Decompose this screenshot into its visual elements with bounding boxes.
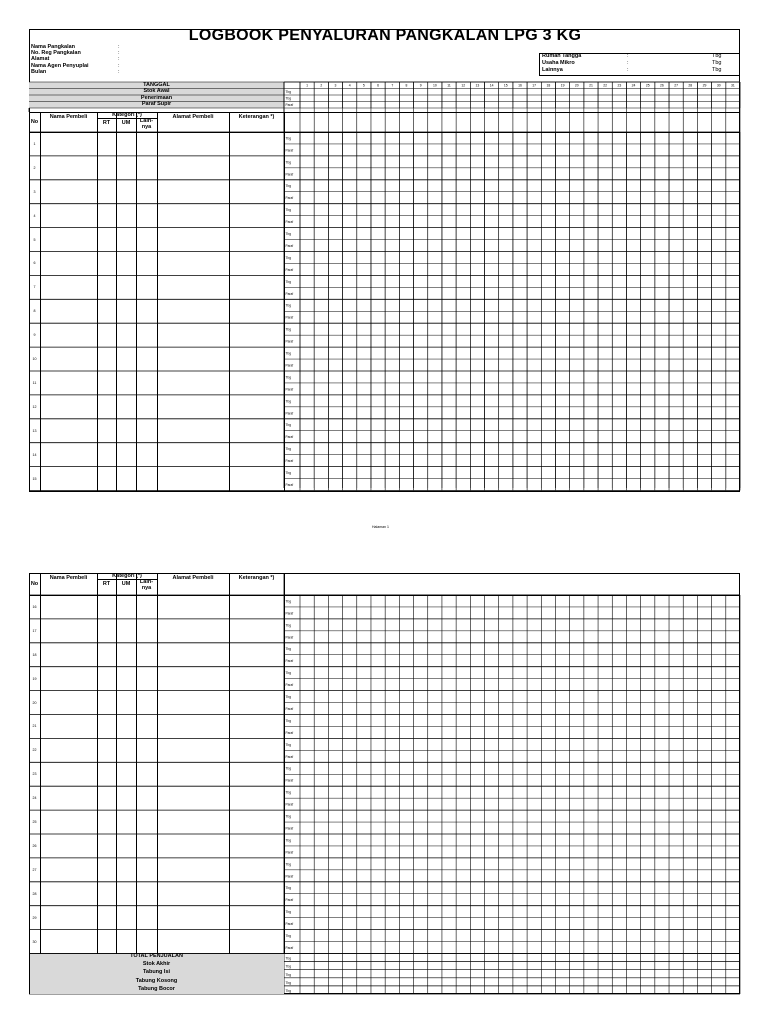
row-kind-label: Tbg — [285, 671, 291, 676]
row-kind-label: Paraf — [285, 291, 294, 296]
row-kind-label: Tbg — [285, 160, 291, 165]
top-row-kind-label: Paraf — [285, 103, 294, 107]
body-col-line — [284, 595, 285, 954]
row-kind-label: Tbg — [285, 375, 291, 380]
row-kind-label: Paraf — [285, 874, 294, 879]
header-lainnya: Lain-nya — [139, 579, 154, 591]
entry-number: 6 — [33, 261, 36, 266]
row-kind-label: Paraf — [285, 898, 294, 903]
header-no: No — [30, 581, 39, 587]
row-kind-label: Paraf — [285, 683, 294, 688]
entry-number: 30 — [32, 939, 37, 944]
row-kind-label: Paraf — [285, 706, 294, 711]
entry-number: 23 — [32, 772, 37, 777]
row-kind-label: Tbg — [285, 647, 291, 652]
row-kind-label: Paraf — [285, 243, 294, 248]
day-number: 8 — [405, 83, 408, 88]
entry-number: 15 — [32, 476, 37, 481]
info-label: Nama Pangkalan — [31, 44, 76, 50]
bottom-row-kind-label: Tbg — [285, 956, 291, 961]
row-kind-label: Paraf — [285, 850, 294, 855]
day-number: 4 — [348, 83, 351, 88]
header-kategori: Kategori (*) — [112, 572, 142, 579]
body-col-line — [157, 595, 158, 954]
row-kind-label: Paraf — [285, 754, 294, 759]
header-no: No — [30, 119, 39, 125]
row-kind-label: Tbg — [285, 838, 291, 843]
header-lainnya: Lain-nya — [139, 118, 154, 130]
day-number: 16 — [518, 83, 522, 88]
header-kategori: Kategori (*) — [112, 111, 142, 118]
entry-number: 16 — [32, 604, 37, 609]
info-label: Nama Agen Penyuplai — [31, 62, 89, 69]
entry-number: 7 — [33, 285, 36, 290]
entry-number: 4 — [33, 213, 36, 218]
entry-number: 26 — [32, 843, 37, 848]
entry-number: 12 — [32, 404, 37, 409]
row-kind-label: Tbg — [285, 718, 291, 723]
row-kind-label: Tbg — [285, 471, 291, 476]
body-col-line — [40, 595, 41, 954]
row-kind-label: Tbg — [285, 423, 291, 428]
header-rt: RT — [102, 581, 111, 587]
header-alamat: Alamat Pembeli — [172, 575, 214, 581]
bottom-row-kind-label: Tbg — [285, 964, 291, 969]
row-kind-label: Tbg — [285, 910, 291, 915]
day-number: 10 — [432, 83, 437, 88]
info-right-unit: Tbg — [712, 67, 722, 73]
info-label: No. Reg Pangkalan — [31, 50, 81, 57]
day-number: 28 — [688, 83, 693, 88]
info-right-unit: Tbg — [712, 53, 722, 59]
info-colon: : — [118, 62, 120, 69]
bottom-row-kind-label: Tbg — [285, 980, 291, 985]
day-number: 20 — [574, 83, 579, 88]
entry-number: 21 — [32, 724, 37, 729]
day-number: 14 — [489, 83, 494, 88]
day-number: 25 — [645, 83, 650, 88]
row-kind-label: Tbg — [285, 599, 291, 604]
row-kind-label: Tbg — [285, 623, 291, 628]
info-right-colon: : — [627, 60, 629, 66]
entry-number: 14 — [32, 452, 37, 457]
row-kind-label: Paraf — [285, 315, 294, 320]
info-right-colon: : — [627, 53, 629, 59]
row-kind-label: Paraf — [285, 459, 294, 464]
row-kind-label: Tbg — [285, 399, 291, 404]
row-kind-label: Paraf — [285, 148, 294, 153]
info-right-label: Usaha Mikro — [542, 60, 575, 66]
entry-number: 18 — [32, 652, 37, 657]
row-kind-label: Paraf — [285, 802, 294, 807]
info-right-label: Lainnya — [542, 67, 563, 73]
row-kind-label: Paraf — [285, 387, 294, 392]
row-kind-label: Paraf — [285, 435, 294, 440]
row-kind-label: Tbg — [285, 695, 291, 700]
day-number: 5 — [362, 83, 365, 88]
entry-number: 27 — [32, 867, 37, 872]
info-right-colon: : — [627, 67, 629, 73]
row-kind-label: Tbg — [285, 886, 291, 891]
header-rt: RT — [102, 120, 111, 126]
row-kind-label: Paraf — [285, 172, 294, 177]
summary-row-label: Stok Awal — [143, 88, 170, 94]
top-row-kind-label: Tbg — [285, 90, 291, 94]
row-kind-label: Paraf — [285, 196, 294, 201]
entry-number: 22 — [32, 748, 37, 753]
row-kind-label: Tbg — [285, 232, 291, 237]
row-kind-label: Tbg — [285, 934, 291, 939]
row-kind-label: Tbg — [285, 766, 291, 771]
row-kind-label: Paraf — [285, 659, 294, 664]
day-number: 13 — [475, 83, 480, 88]
day-number: 30 — [716, 83, 721, 88]
info-colon: : — [118, 68, 120, 75]
summary-row-label: Penerimaan — [140, 94, 173, 101]
row-kind-label: Paraf — [285, 363, 294, 368]
entry-number: 25 — [32, 820, 37, 825]
day-number: 29 — [702, 83, 707, 88]
entry-number: 17 — [32, 628, 37, 633]
header-keterangan: Keterangan *) — [238, 575, 275, 581]
body-col-line — [136, 595, 137, 954]
bottom-row-kind-label: Tbg — [285, 988, 291, 993]
info-colon: : — [118, 44, 120, 50]
info-right-label: Rumah Tangga — [542, 53, 582, 59]
day-number: 2 — [320, 83, 323, 88]
bottom-row-label: Tabung Isi — [142, 969, 171, 976]
row-kind-label: Paraf — [285, 411, 294, 416]
header-nama-pembeli: Nama Pembeli — [49, 575, 88, 581]
row-kind-label: Paraf — [285, 922, 294, 927]
day-number: 12 — [461, 83, 466, 88]
day-number: 19 — [560, 83, 565, 88]
entry-number: 29 — [32, 915, 37, 920]
row-kind-label: Tbg — [285, 351, 291, 356]
day-number: 6 — [377, 83, 380, 88]
row-kind-label: Paraf — [285, 826, 294, 831]
header-um: UM — [121, 581, 131, 587]
day-number: 18 — [546, 83, 551, 88]
entry-number: 10 — [32, 357, 37, 362]
row-kind-label: Paraf — [285, 730, 294, 735]
row-kind-label: Tbg — [285, 447, 291, 452]
row-kind-label: Tbg — [285, 862, 291, 867]
footer-page-label: Halaman 1 — [372, 525, 389, 529]
day-number: 22 — [603, 83, 608, 88]
header-alamat: Alamat Pembeli — [172, 114, 214, 120]
body-col-line — [229, 595, 230, 954]
info-label: Alamat — [31, 56, 50, 63]
day-number: 23 — [617, 83, 622, 88]
day-number: 15 — [503, 83, 508, 88]
day-number: 24 — [631, 83, 636, 88]
bottom-row-label: Tabung Kosong — [135, 977, 178, 984]
row-kind-label: Tbg — [285, 184, 291, 189]
bottom-row-label: TOTAL PENJUALAN — [130, 953, 183, 960]
row-kind-label: Tbg — [285, 208, 291, 213]
bottom-row-label: Tabung Bocor — [138, 985, 175, 992]
row-kind-label: Paraf — [285, 339, 294, 344]
entry-number: 9 — [33, 333, 36, 338]
row-kind-label: Tbg — [285, 327, 291, 332]
top-row-kind-label: Tbg — [285, 96, 291, 101]
row-kind-label: Tbg — [285, 136, 291, 141]
day-number: 26 — [660, 83, 664, 88]
info-label: Bulan — [31, 68, 47, 75]
body-col-line — [116, 595, 117, 954]
bottom-row-label: Stok Akhir — [142, 961, 171, 968]
day-number: 7 — [391, 83, 394, 88]
day-number: 9 — [419, 83, 422, 88]
row-kind-label: Tbg — [285, 814, 291, 819]
entry-number: 20 — [32, 700, 37, 705]
day-number: 17 — [532, 83, 537, 88]
day-number: 27 — [674, 83, 679, 88]
row-kind-label: Tbg — [285, 742, 291, 747]
entry-number: 8 — [33, 309, 36, 314]
info-colon: : — [118, 50, 120, 57]
entry-number: 11 — [32, 380, 37, 385]
entry-number: 19 — [32, 676, 37, 681]
bottom-row-kind-label: Tbg — [285, 972, 291, 977]
row-kind-label: Tbg — [285, 279, 291, 284]
row-kind-label: Paraf — [285, 945, 294, 950]
info-right-unit: Tbg — [712, 60, 722, 66]
row-kind-label: Paraf — [285, 611, 294, 616]
summary-row-label: Paraf Supir — [141, 101, 172, 107]
header-um: UM — [121, 120, 131, 126]
day-number: 3 — [334, 83, 337, 88]
row-kind-label: Paraf — [285, 220, 294, 225]
entry-number: 13 — [32, 428, 37, 433]
summary-row-label: TANGGAL — [143, 81, 170, 88]
info-colon: : — [118, 56, 120, 63]
day-number: 21 — [589, 83, 593, 88]
row-kind-label: Paraf — [285, 267, 294, 272]
body-col-line — [97, 595, 98, 954]
row-kind-label: Paraf — [285, 482, 294, 487]
row-kind-label: Tbg — [285, 790, 291, 795]
day-number: 1 — [306, 83, 309, 88]
entry-number: 1 — [33, 141, 36, 146]
entry-number: 24 — [32, 796, 37, 801]
day-number: 11 — [447, 83, 451, 88]
row-kind-label: Tbg — [285, 255, 291, 260]
entry-number: 2 — [33, 165, 36, 170]
entry-number: 5 — [33, 237, 36, 242]
day-number: 31 — [731, 83, 735, 88]
header-nama-pembeli: Nama Pembeli — [49, 114, 88, 120]
row-kind-label: Tbg — [285, 303, 291, 308]
entry-number: 28 — [32, 891, 37, 896]
entry-number: 3 — [33, 189, 36, 194]
row-kind-label: Paraf — [285, 778, 294, 783]
page-title: LOGBOOK PENYALURAN PANGKALAN LPG 3 KG — [188, 27, 582, 44]
row-kind-label: Paraf — [285, 635, 294, 640]
header-keterangan: Keterangan *) — [238, 114, 275, 120]
